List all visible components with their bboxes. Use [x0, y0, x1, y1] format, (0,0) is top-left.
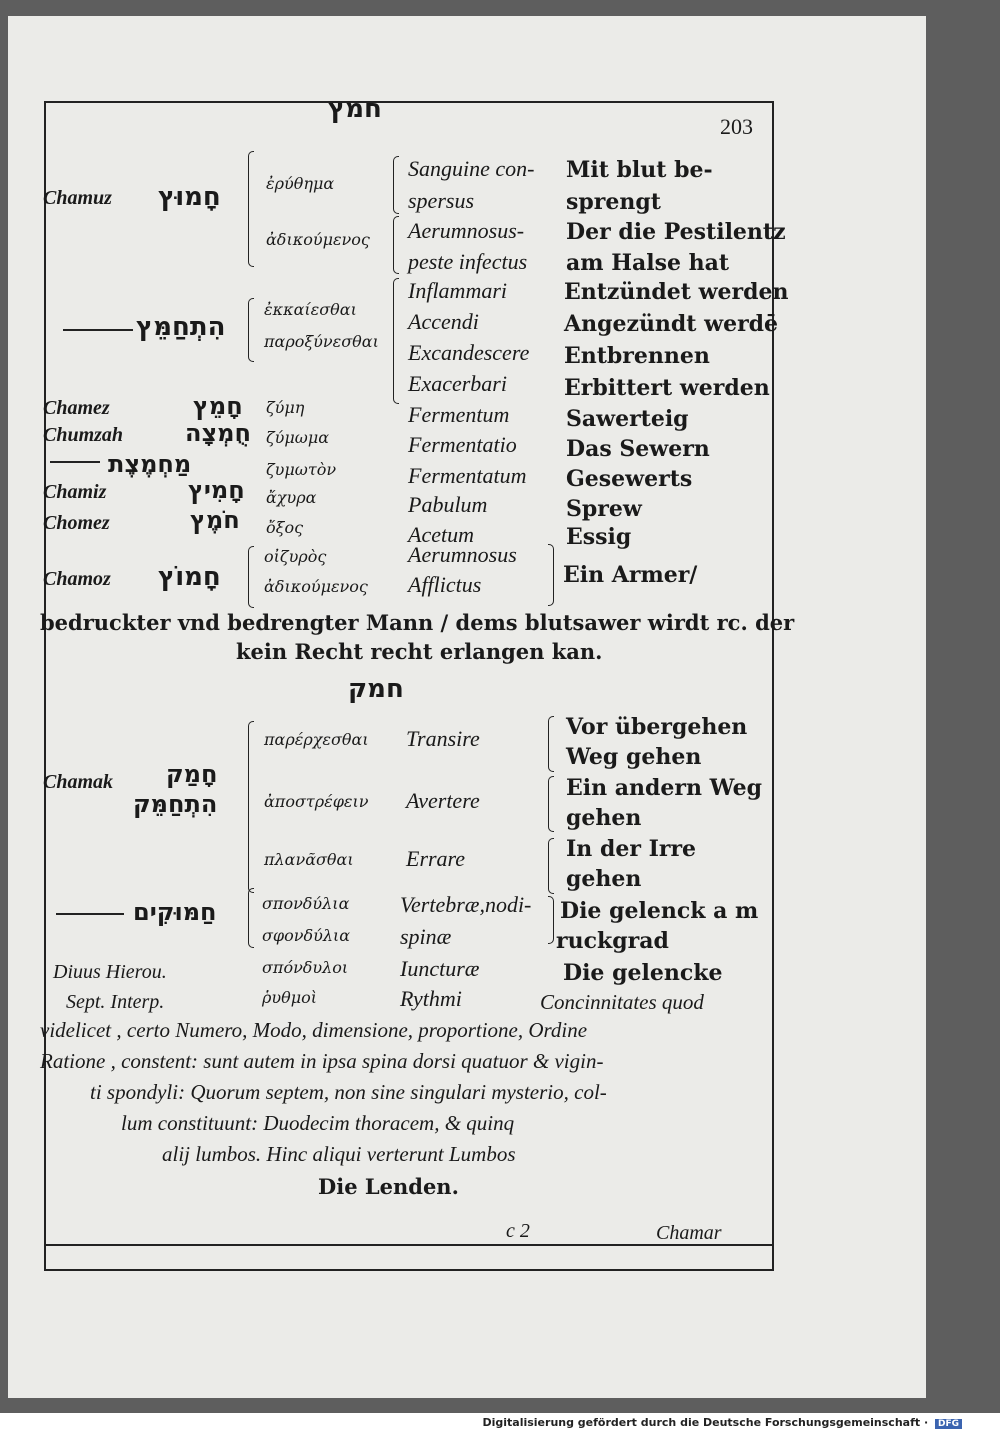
- greek-word: ἐκκαίεσθαι: [264, 300, 357, 319]
- entry-name: Chamuz: [43, 187, 112, 209]
- entry-name: Chamoz: [43, 568, 111, 590]
- german-word: Ein Armer/: [563, 562, 698, 588]
- german-word: gehen: [566, 805, 642, 831]
- heading-root-2: חמק: [348, 674, 404, 704]
- hebrew-word: חֻמְצָה: [185, 419, 252, 447]
- entry-name: Chamez: [43, 397, 110, 419]
- german-word: Erbittert werden: [564, 375, 770, 401]
- greek-word: σφονδύλια: [262, 926, 351, 945]
- german-word: am Halse hat: [566, 250, 730, 276]
- greek-word: ἀδικούμενος: [266, 230, 370, 249]
- brace: [248, 298, 254, 362]
- greek-word: ζύμη: [266, 398, 305, 417]
- latin-word: Exacerbari: [408, 371, 507, 396]
- latin-word: Aerumnosus: [408, 542, 517, 567]
- hebrew-word: הִתְחַמֵּק: [133, 790, 218, 818]
- latin-word: Pabulum: [408, 492, 488, 517]
- hebrew-word: חַמּוּקִים: [133, 898, 217, 926]
- german-word: Die gelencke: [563, 960, 723, 986]
- brace: [248, 721, 254, 893]
- german-word: Entzündet werden: [564, 279, 789, 305]
- greek-word: ἀποστρέφειν: [264, 792, 369, 811]
- german-word: Angezündt werdē: [564, 311, 779, 337]
- paragraph-line: lum constituunt: Duodecim thoracem, & quinq: [121, 1111, 515, 1135]
- german-word: Das Sewern: [566, 436, 710, 462]
- latin-word: Fermentatum: [408, 463, 527, 488]
- greek-word: ὄξος: [266, 518, 304, 537]
- entry-name: Chamiz: [43, 481, 107, 503]
- brace: [393, 216, 399, 274]
- greek-word: ῥυθμοὶ: [262, 988, 318, 1007]
- dash: [56, 913, 124, 915]
- german-word: Gesewerts: [566, 466, 693, 492]
- bottom-rule: [44, 1244, 772, 1246]
- german-word: In der Irre: [566, 836, 697, 862]
- german-word: Der die Pestilentz: [566, 219, 786, 245]
- entry-name: Chomez: [43, 512, 110, 534]
- hebrew-word: חֹמֶץ: [190, 506, 240, 534]
- paragraph-line: Ratione , constent: sunt autem in ipsa spina dorsi quatuor & vigin-: [40, 1049, 604, 1073]
- greek-word: οἰζυρὸς: [264, 547, 327, 566]
- german-word: Ein andern Weg: [566, 775, 762, 801]
- greek-word: σπονδύλια: [262, 894, 350, 913]
- latin-word: Avertere: [406, 788, 480, 813]
- latin-word: spersus: [408, 188, 475, 213]
- dash: [50, 461, 100, 463]
- greek-word: ἐρύθημα: [266, 174, 335, 193]
- hebrew-word: חָמַק: [166, 760, 218, 788]
- catchword: Chamar: [656, 1222, 722, 1244]
- greek-word: παροξύνεσθαι: [264, 332, 379, 351]
- german-word: Essig: [566, 524, 632, 550]
- greek-word: ζύμωμα: [266, 428, 330, 447]
- paragraph-line: alij lumbos. Hinc aliqui verterunt Lumbos: [162, 1142, 516, 1166]
- greek-word: ἀδικούμενος: [264, 577, 368, 596]
- latin-word: Aerumnosus-: [408, 218, 525, 243]
- brace: [548, 896, 554, 944]
- german-word: Weg gehen: [566, 744, 702, 770]
- paragraph-line: kein Recht recht erlangen kan.: [236, 639, 603, 664]
- entry-name: Chumzah: [43, 424, 124, 446]
- greek-word: ζυμωτὸν: [266, 460, 337, 479]
- hebrew-word: חָמוֹץ: [158, 562, 221, 592]
- latin-word: Accendi: [408, 309, 479, 334]
- book-page: [8, 16, 926, 1398]
- latin-word: peste infectus: [408, 249, 528, 274]
- german-word: Sawerteig: [566, 406, 689, 432]
- german-word: gehen: [566, 866, 642, 892]
- latin-word: Fermentum: [408, 402, 510, 427]
- page-number: 203: [720, 114, 753, 139]
- brace: [393, 278, 399, 404]
- source-note: Diuus Hierou.: [53, 961, 167, 983]
- brace: [248, 888, 254, 948]
- latin-word: Rythmi: [400, 986, 462, 1011]
- latin-word: Sanguine con-: [408, 156, 535, 181]
- brace: [548, 544, 554, 606]
- latin-word: Inflammari: [408, 278, 507, 303]
- signature-mark: c 2: [506, 1220, 530, 1242]
- source-note: Sept. Interp.: [66, 991, 165, 1013]
- hebrew-word: מַחְמֶצֶת: [108, 450, 192, 478]
- german-word: Entbrennen: [564, 343, 710, 369]
- funding-text: Digitalisierung gefördert durch die Deutsche Forschungsgemeinschaft: [482, 1416, 921, 1429]
- paragraph-line: videlicet , certo Numero, Modo, dimensione, proportione, Ordine: [40, 1018, 588, 1042]
- latin-word: Iuncturæ: [400, 956, 480, 981]
- brace: [548, 716, 554, 772]
- latin-word: Acetum: [408, 522, 474, 547]
- latin-word: Excandescere: [408, 340, 530, 365]
- greek-word: ἄχυρα: [266, 488, 317, 507]
- hebrew-word: חָמוּץ: [158, 182, 221, 212]
- heading-root-1: חמץ: [328, 94, 382, 124]
- latin-word: Fermentatio: [408, 432, 517, 457]
- paragraph-line: Die Lenden.: [318, 1174, 459, 1199]
- paragraph-line: bedruckter vnd bedrengter Mann / dems blutsawer wirdt rc. der: [40, 610, 795, 635]
- latin-word: Transire: [406, 726, 480, 751]
- dfg-logo: DFG: [935, 1419, 962, 1429]
- brace: [548, 838, 554, 894]
- german-word: Mit blut be-: [566, 157, 713, 183]
- funding-footer: Digitalisierung gefördert durch die Deutsche Forschungsgemeinschaft · DFG: [482, 1416, 962, 1429]
- german-word: Vor übergehen: [566, 714, 748, 740]
- german-word: ruckgrad: [556, 928, 669, 954]
- brace: [393, 156, 399, 214]
- hebrew-word: חָמִיץ: [188, 476, 245, 504]
- greek-word: παρέρχεσθαι: [264, 730, 369, 749]
- brace: [248, 151, 254, 267]
- latin-word: Concinnitates quod: [540, 990, 704, 1014]
- dash: [63, 329, 133, 331]
- german-word: sprengt: [566, 189, 661, 215]
- latin-word: Errare: [406, 846, 466, 871]
- hebrew-word: הִתְחַמֵּץ: [136, 312, 226, 342]
- brace: [248, 546, 254, 608]
- greek-word: πλανᾶσθαι: [264, 850, 354, 869]
- german-word: Die gelenck a m: [560, 898, 759, 924]
- latin-word: Vertebræ,nodi-: [400, 892, 532, 917]
- hebrew-word: חָמֵץ: [193, 392, 243, 420]
- german-word: Sprew: [566, 496, 642, 522]
- latin-word: spinæ: [400, 924, 452, 949]
- brace: [548, 776, 554, 832]
- greek-word: σπόνδυλοι: [262, 958, 349, 977]
- entry-name: Chamak: [43, 771, 114, 793]
- paragraph-line: ti spondyli: Quorum septem, non sine singulari mysterio, col-: [90, 1080, 607, 1104]
- latin-word: Afflictus: [408, 572, 482, 597]
